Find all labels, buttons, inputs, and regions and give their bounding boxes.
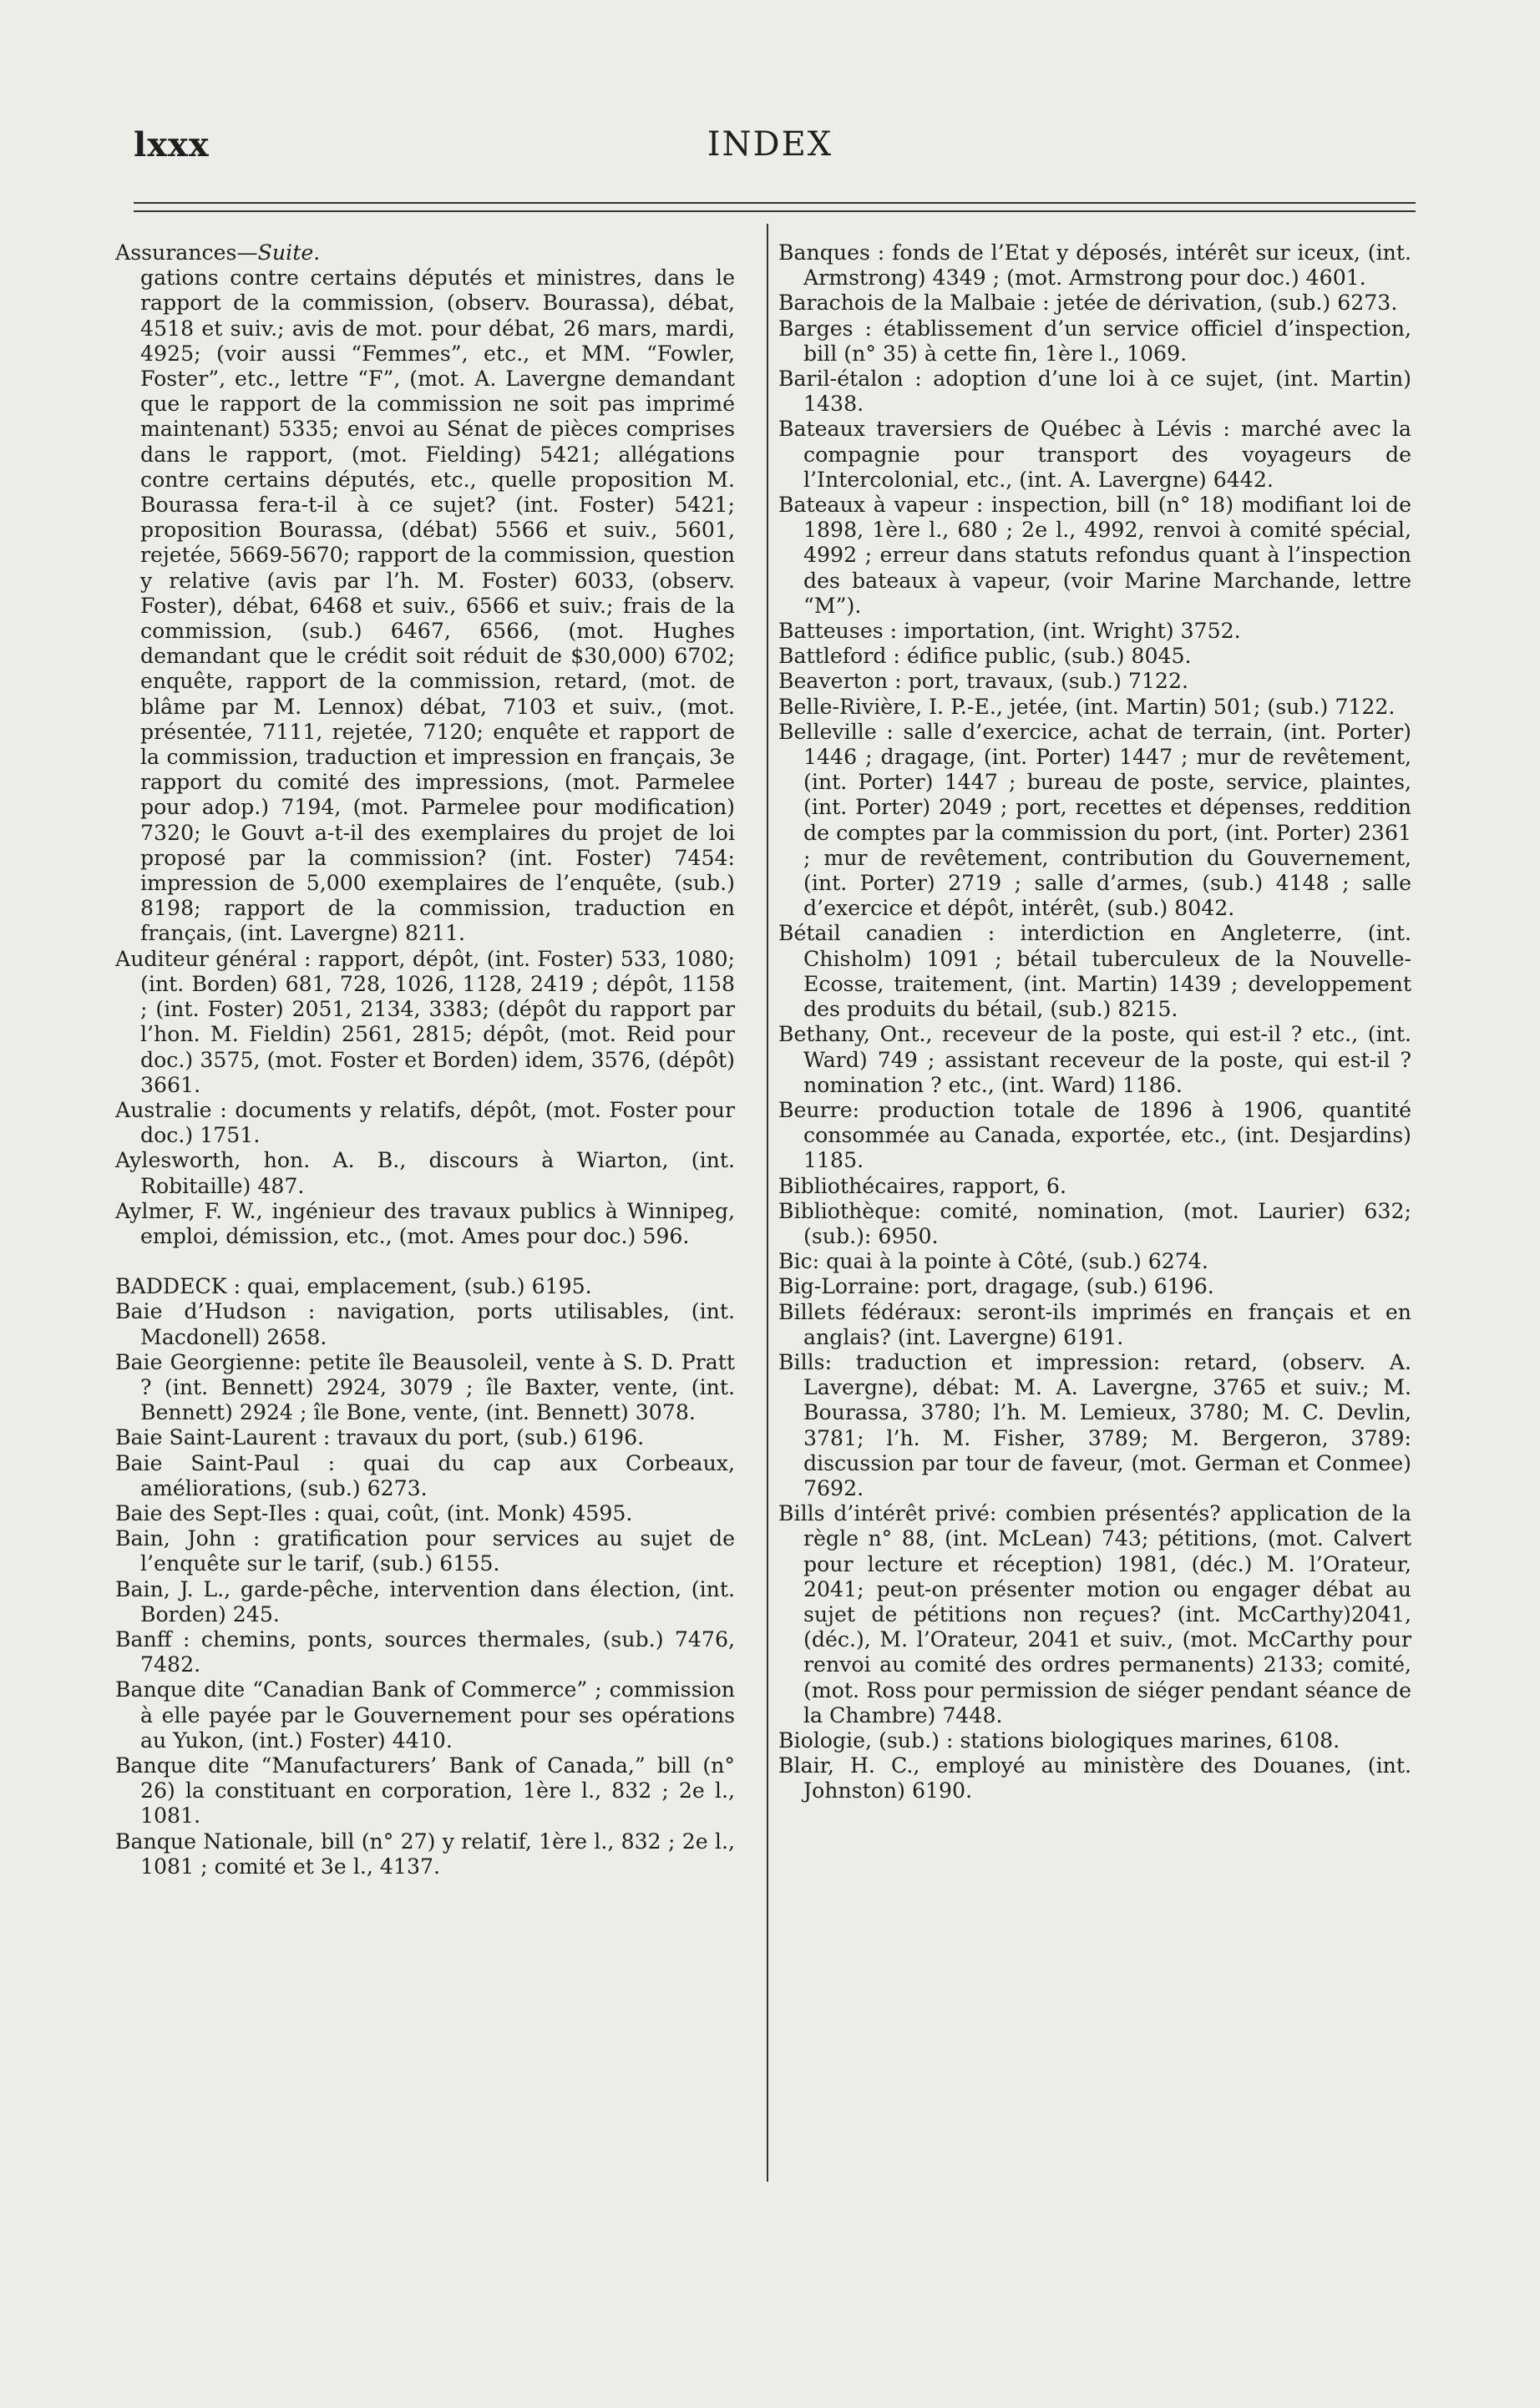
index-entry-continuation: gations contre certains députés et ministres, dans le rapport de la commission, (observ. Bourassa), débat, 4518 et suiv.; avis de mot. pour débat, 26 mars, mardi, 4925; (voir aussi “Femmes”, etc., et MM. “Fowler, Foster”, etc., lettre “F”, (mot. A. Lavergne demandant que le rapport de la commission ne soit pas imprimé maintenant) 5335; envoi au Sénat de pièces comprises dans le rapport, (mot. Fielding) 5421; allégations contre certains députés, etc., quelle proposition M. Bourassa fera-t-il à ce sujet? (int. Foster) 5421; proposition Bourassa, (débat) 5566 et suiv., 5601, rejetée, 5669-5670; rapport de la commission, question y relative (avis par l’h. M. Foster) 6033, (observ. Foster), débat, 6468 et suiv., 6566 et suiv.; frais de la commission, (sub.) 6467, 6566, (mot. Hughes demandant que le crédit soit réduit de $30,000) 6702; enquête, rapport de la commission, retard, (mot. de blâme par M. Lennox) débat, 7103 et suiv., (mot. présentée, 7111, rejetée, 7120; enquête et rapport de la commission, traduction et impression en français, 3e rapport du comité des impressions, (mot. Parmelee pour adop.) 7194, (mot. Parmelee pour modification) 7320; le Gouvt a-t-il des exemplaires du projet de loi proposé par la commission? (int. Foster) 7454: impression de 5,000 exemplaires de l’enquête, (sub.) 8198; rapport de la commission, traduction en français, (int. Lavergne) 8211. (140, 266, 735, 946)
index-entry: Billets fédéraux: seront-ils imprimés en français et en anglais? (int. Lavergne) 6191. (778, 1299, 1411, 1349)
index-entry: Baie des Sept-Iles : quai, coût, (int. Monk) 4595. (115, 1500, 633, 1525)
index-entry: Beurre: production totale de 1896 à 1906, quantité consommée au Canada, exportée, etc., (int. Desjardins) 1185. (778, 1097, 1411, 1173)
index-entry: Biologie, (sub.) : stations biologiques marines, 6108. (778, 1728, 1340, 1753)
header-rule-top (134, 202, 1416, 204)
page-title: INDEX (707, 125, 833, 164)
index-entry: Bills: traduction et impression: retard, (observ. A. Lavergne), débat: M. A. Lavergne, 3765 et suiv.; M. Bourassa, 3780; l’h. M. Lemieux, 3780; M. C. Devlin, 3781; l’h. M. Fisher, 3789; M. Bergeron, 3789: discussion par tour de faveur, (mot. German et Conmee) 7692. (778, 1349, 1411, 1500)
index-entry: Bain, J. L., garde-pêche, intervention dans élection, (int. Borden) 245. (115, 1576, 735, 1626)
index-entry: Auditeur général : rapport, dépôt, (int. Foster) 533, 1080; (int. Borden) 681, 728, 1026, 1128, 2419 ; dépôt, 1158 ; (int. Foster) 2051, 2134, 3383; (dépôt du rapport par l’hon. M. Fieldin) 2561, 2815; dépôt, (mot. Reid pour doc.) 3575, (mot. Foster et Borden) idem, 3576, (dépôt) 3661. (115, 946, 735, 1097)
index-entry: Banque Nationale, bill (n° 27) y relatif, 1ère l., 832 ; 2e l., 1081 ; comité et 3e l., 4137. (115, 1829, 735, 1879)
index-entry: Banques : fonds de l’Etat y déposés, intérêt sur iceux, (int. Armstrong) 4349 ; (mot. Armstrong pour doc.) 4601. (778, 240, 1411, 291)
index-entry: Banque dite “Manufacturers’ Bank of Canada,” bill (n° 26) la constituant en corporation, 1ère l., 832 ; 2e l., 1081. (115, 1753, 735, 1829)
index-entry: BADDECK : quai, emplacement, (sub.) 6195. (115, 1274, 592, 1299)
index-entry: Bills d’intérêt privé: combien présentés? application de la règle n° 88, (int. McLean) 743; pétitions, (mot. Calvert pour lecture et réception) 1981, (déc.) M. l’Orateur, 2041; peut-on présenter motion ou engager débat au sujet de pétitions non reçues? (int. McCarthy)2041, (déc.), M. l’Orateur, 2041 et suiv., (mot. McCarthy pour renvoi au comité des ordres permanents) 2133; comité, (mot. Ross pour permission de siéger pendant séance de la Chambre) 7448. (778, 1501, 1411, 1728)
index-entry: Bain, John : gratification pour services au sujet de l’enquête sur le tarif, (sub.) 6155. (115, 1526, 735, 1576)
index-entry: Bic: quai à la pointe à Côté, (sub.) 6274. (778, 1249, 1208, 1274)
column-divider (767, 224, 768, 2182)
index-entry: Blair, H. C., employé au ministère des Douanes, (int. Johnston) 6190. (778, 1753, 1411, 1803)
left-column (115, 240, 735, 1879)
index-entry: Belle-Rivière, I. P.-E., jetée, (int. Martin) 501; (sub.) 7122. (778, 694, 1396, 719)
index-entry: Belleville : salle d’exercice, achat de terrain, (int. Porter) 1446 ; dragage, (int. Porter) 1447 ; mur de revêtement, (int. Porter) 1447 ; bureau de poste, service, plaintes, (int. Porter) 2049 ; port, recettes et dépenses, reddition de comptes par la commission du port, (int. Porter) 2361 ; mur de revêtement, contribution du Gouvernement, (int. Porter) 2719 ; salle d’armes, (sub.) 4148 ; salle d’exercice et dépôt, intérêt, (sub.) 8042. (778, 719, 1411, 921)
header-rule-bottom (134, 210, 1416, 212)
index-entry: Baie Georgienne: petite île Beausoleil, vente à S. D. Pratt ? (int. Bennett) 2924, 3079 ; île Baxter, vente, (int. Bennett) 2924 ; île Bone, vente, (int. Bennett) 3078. (115, 1349, 735, 1425)
page-folio: lxxx (134, 125, 210, 164)
index-entry: Battleford : édifice public, (sub.) 8045. (778, 644, 1192, 669)
index-entry: Baie Saint-Paul : quai du cap aux Corbeaux, améliorations, (sub.) 6273. (115, 1450, 735, 1500)
index-entry: Bateaux à vapeur : inspection, bill (n° 18) modifiant loi de 1898, 1ère l., 680 ; 2e l., 4992, renvoi à comité spécial, 4992 ; erreur dans statuts refondus quant à l’inspection des bateaux à vapeur, (voir Marine Marchande, lettre “M”). (778, 493, 1411, 618)
section-suite: Suite. (257, 240, 321, 265)
index-entry: Australie : documents y relatifs, dépôt, (mot. Foster pour doc.) 1751. (115, 1097, 735, 1148)
index-entry: Banque dite “Canadian Bank of Commerce” ; commission à elle payée par le Gouvernement pour ses opérations au Yukon, (int.) Foster) 4410. (115, 1677, 735, 1753)
index-entry: Baril-étalon : adoption d’une loi à ce sujet, (int. Martin) 1438. (778, 367, 1411, 417)
section-label: Assurances— (115, 240, 258, 265)
index-entry: Bibliothèque: comité, nomination, (mot. Laurier) 632; (sub.): 6950. (778, 1198, 1411, 1248)
index-entry: Barges : établissement d’un service officiel d’inspection, bill (n° 35) à cette fin, 1ère l., 1069. (778, 316, 1411, 366)
index-entry: Baie Saint-Laurent : travaux du port, (sub.) 6196. (115, 1425, 645, 1450)
index-entry: Bethany, Ont., receveur de la poste, qui est-il ? etc., (int. Ward) 749 ; assistant receveur de la poste, qui est-il ? nomination ? etc., (int. Ward) 1186. (778, 1022, 1411, 1097)
section-heading (115, 240, 735, 266)
index-entry: Aylmer, F. W., ingénieur des travaux publics à Winnipeg, emploi, démission, etc., (mot. Ames pour doc.) 596. (115, 1198, 735, 1248)
index-entry: Banff : chemins, ponts, sources thermales, (sub.) 7476, 7482. (115, 1626, 735, 1677)
index-entry: Bateaux traversiers de Québec à Lévis : marché avec la compagnie pour transport des voyageurs de l’Intercolonial, etc., (int. A. Lavergne) 6442. (778, 417, 1411, 492)
index-entry: Beaverton : port, travaux, (sub.) 7122. (778, 669, 1188, 694)
right-column (778, 240, 1411, 1804)
index-entry: Bétail canadien : interdiction en Angleterre, (int. Chisholm) 1091 ; bétail tuberculeux de la Nouvelle-Ecosse, traitement, (int. Martin) 1439 ; developpement des produits du bétail, (sub.) 8215. (778, 921, 1411, 1022)
index-entry: Bibliothécaires, rapport, 6. (778, 1173, 1066, 1198)
index-entry: Barachois de la Malbaie : jetée de dérivation, (sub.) 6273. (778, 291, 1398, 316)
index-entry: Batteuses : importation, (int. Wright) 3752. (778, 619, 1241, 644)
index-entry: Big-Lorraine: port, dragage, (sub.) 6196. (778, 1274, 1214, 1299)
index-entry: Baie d’Hudson : navigation, ports utilisables, (int. Macdonell) 2658. (115, 1299, 735, 1349)
index-entry: Aylesworth, hon. A. B., discours à Wiarton, (int. Robitaille) 487. (115, 1148, 735, 1198)
